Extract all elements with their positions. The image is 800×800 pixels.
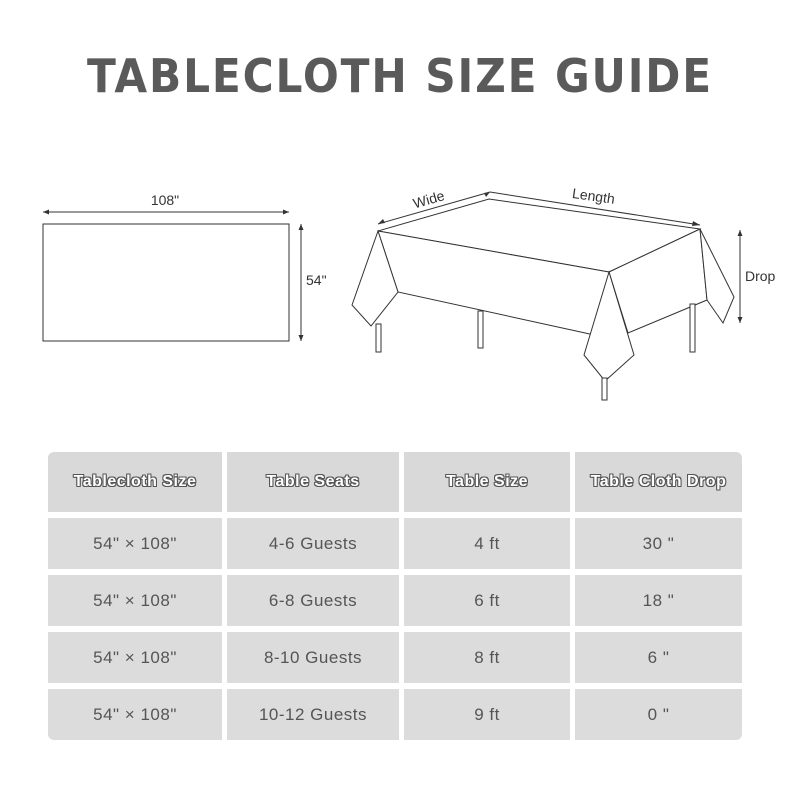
width-arrow-right bbox=[283, 210, 289, 215]
width-label: 108" bbox=[150, 192, 180, 208]
row-1-table-size: 4 ft bbox=[404, 518, 570, 569]
height-arrow-bottom bbox=[299, 335, 304, 341]
row-1-tablecloth-size: 54" × 108" bbox=[48, 518, 222, 569]
table-leg-left bbox=[376, 324, 381, 352]
wide-label: Wide bbox=[411, 187, 447, 212]
page-title: TABLECLOTH SIZE GUIDE bbox=[86, 49, 714, 103]
row-1-table-seats: 4-6 Guests bbox=[227, 518, 399, 569]
width-arrow-left bbox=[43, 210, 49, 215]
header-table-cloth-drop: Table Cloth Drop bbox=[575, 452, 742, 512]
size-table bbox=[48, 452, 743, 747]
drop-label: Drop bbox=[745, 268, 776, 284]
height-label: 54" bbox=[306, 272, 327, 288]
row-2-table-seats: 6-8 Guests bbox=[227, 575, 399, 626]
wide-arrow-right bbox=[484, 192, 490, 197]
drop-arrow-top bbox=[738, 230, 743, 236]
covered-table-diagram bbox=[352, 192, 743, 400]
length-label: Length bbox=[571, 185, 616, 207]
table-leg-right bbox=[690, 304, 695, 352]
flat-tablecloth-rect bbox=[43, 224, 289, 341]
table-leg-front bbox=[602, 378, 607, 400]
row-4-tablecloth-size: 54" × 108" bbox=[48, 689, 222, 740]
cloth-right-flap bbox=[700, 229, 734, 323]
header-tablecloth-size: Tablecloth Size bbox=[48, 452, 222, 512]
height-arrow-top bbox=[299, 224, 304, 230]
size-table-grid bbox=[48, 452, 743, 740]
row-4-table-cloth-drop: 0 " bbox=[575, 689, 742, 740]
row-2-tablecloth-size: 54" × 108" bbox=[48, 575, 222, 626]
row-3-table-cloth-drop: 6 " bbox=[575, 632, 742, 683]
row-3-tablecloth-size: 54" × 108" bbox=[48, 632, 222, 683]
flat-tablecloth-diagram bbox=[43, 192, 327, 341]
table-leg-back bbox=[478, 311, 483, 348]
header-table-seats: Table Seats bbox=[227, 452, 399, 512]
row-2-table-cloth-drop: 18 " bbox=[575, 575, 742, 626]
wide-arrow-left bbox=[378, 219, 385, 224]
row-4-table-seats: 10-12 Guests bbox=[227, 689, 399, 740]
row-3-table-size: 8 ft bbox=[404, 632, 570, 683]
drop-arrow-bottom bbox=[738, 317, 743, 323]
row-2-table-size: 6 ft bbox=[404, 575, 570, 626]
row-1-table-cloth-drop: 30 " bbox=[575, 518, 742, 569]
row-3-table-seats: 8-10 Guests bbox=[227, 632, 399, 683]
row-4-table-size: 9 ft bbox=[404, 689, 570, 740]
header-table-size: Table Size bbox=[404, 452, 570, 512]
